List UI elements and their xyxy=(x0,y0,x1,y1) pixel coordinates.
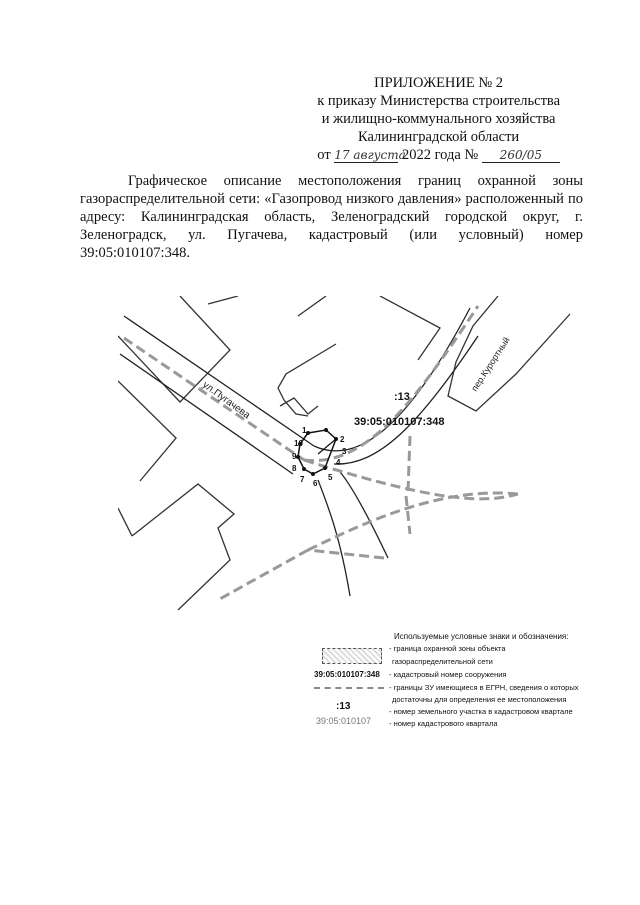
legend-symbol-zone xyxy=(322,648,382,664)
point-label: 2 xyxy=(340,435,345,444)
building-outline xyxy=(118,508,132,536)
boundary-point xyxy=(306,431,310,435)
order-line-2: и жилищно-коммунального хозяйства xyxy=(321,111,556,127)
street-label-kurortny: пер.Курортный xyxy=(469,335,512,394)
point-label: 5 xyxy=(328,473,333,482)
point-label: 7 xyxy=(300,475,305,484)
boundary-point xyxy=(302,467,306,471)
building-outline xyxy=(132,484,234,610)
building-outline xyxy=(208,296,238,304)
block-boundary xyxy=(308,493,518,550)
graphic-description: Графическое описание местоположения границ охранной зоны газораспределительной сети: «Газопровод низкого давления» расположенный по адресу: Калининградская область, Зеленоградский городской округ, г. Зеленоградск, ул. Пугачева, кадастровый (или условный) номер 39:05:010107:348. xyxy=(80,173,583,261)
legend-symbol-block: 39:05:010107 xyxy=(316,716,372,726)
map-legend xyxy=(300,632,600,742)
boundary-point xyxy=(323,466,327,470)
handwritten-number: 260/05 xyxy=(482,148,560,163)
road-edge xyxy=(318,480,350,596)
land-plot-label: :13 xyxy=(394,391,410,403)
road-edge xyxy=(124,316,314,446)
point-label: 10 xyxy=(294,439,303,448)
cadastral-map xyxy=(118,296,598,616)
handwritten-date: 17 августа xyxy=(334,148,406,162)
legend-item-zone-1: - граница охранной зоны объекта xyxy=(389,644,506,653)
road-edge xyxy=(340,472,388,558)
block-boundary xyxy=(408,436,410,492)
legend-item-zone-2: газораспределительной сети xyxy=(392,657,493,666)
legend-item-boundary-2: достаточны для определения ее местоположения xyxy=(392,695,567,704)
date-prefix: от xyxy=(317,147,331,163)
order-line-3: Калининградской области xyxy=(358,129,520,145)
boundary-point xyxy=(334,437,338,441)
block-boundary xyxy=(304,306,478,461)
road-edge xyxy=(270,458,293,474)
block-boundary xyxy=(406,496,410,534)
point-label: 6 xyxy=(313,479,318,488)
point-label: 4 xyxy=(336,458,341,467)
legend-symbol-boundary xyxy=(314,687,384,689)
building-outline xyxy=(380,296,440,360)
building-outline xyxy=(298,296,326,316)
block-boundary xyxy=(218,550,308,600)
legend-item-block: - номер кадастрового квартала xyxy=(389,719,498,728)
order-date-line xyxy=(317,146,560,164)
block-boundaries xyxy=(124,306,518,600)
street-label-pugacheva: ул.Пугачева xyxy=(200,379,252,422)
point-label: 9 xyxy=(292,452,297,461)
legend-item-land-plot: - номер земельного участка в кадастровом квартале xyxy=(389,707,573,716)
building-outline xyxy=(280,398,318,414)
order-line-1: к приказу Министерства строительства xyxy=(317,93,560,109)
road-edge xyxy=(120,354,270,458)
cadastral-number-label: 39:05:010107:348 xyxy=(354,416,445,428)
legend-symbol-cadastral: 39:05:010107:348 xyxy=(314,670,380,679)
appendix-header xyxy=(317,74,560,164)
boundary-point xyxy=(324,428,328,432)
point-label: 8 xyxy=(292,464,297,473)
legend-item-cadastral: - кадастровый номер сооружения xyxy=(389,670,507,679)
appendix-title: ПРИЛОЖЕНИЕ № 2 xyxy=(374,75,504,91)
boundary-point xyxy=(296,455,300,459)
point-label: 1 xyxy=(302,426,307,435)
point-label: 3 xyxy=(342,447,347,456)
block-boundary xyxy=(124,338,304,460)
boundary-point xyxy=(311,472,315,476)
legend-title: Используемые условные знаки и обозначения: xyxy=(394,632,569,641)
building-outline xyxy=(278,344,336,416)
year-text: 2022 года № xyxy=(401,147,479,163)
legend-symbol-land-plot: :13 xyxy=(336,701,351,712)
building-outline xyxy=(118,381,176,481)
legend-item-boundary-1: - границы ЗУ имеющиеся в ЕГРН, сведения о которых xyxy=(389,683,579,692)
block-boundary xyxy=(308,550,384,558)
road-edge xyxy=(314,308,470,451)
